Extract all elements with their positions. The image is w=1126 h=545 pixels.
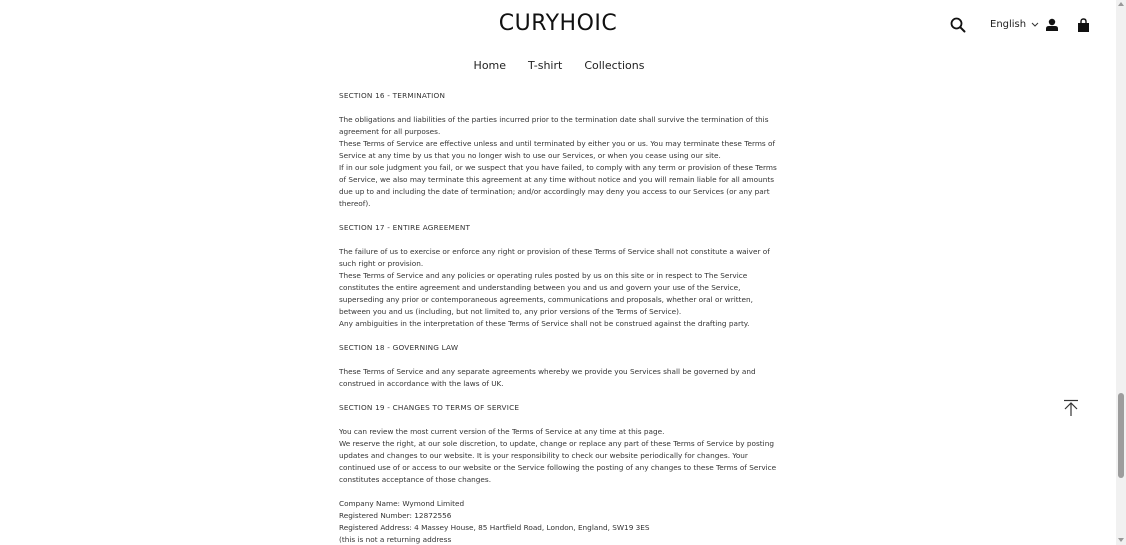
scrollbar-thumb[interactable] [1118,393,1124,478]
paragraph: These Terms of Service are effective unless and until terminated by either you or us. You may terminate these Terms of Service at any time by us that you no longer wish to use our Services, or when you cease using our site. [339,139,776,160]
registered-number: Registered Number: 12872556 [339,511,452,520]
language-label: English [990,19,1027,30]
section-18-body [339,366,779,390]
paragraph: The obligations and liabilities of the parties incurred prior to the termination date shall survive the termination of this agreement for all purposes. [339,115,769,136]
paragraph: We reserve the right, at our sole discretion, to update, change or replace any part of these Terms of Service by posting updates and changes to our website. It is your responsibility to check our website periodically for changes. Your continued use of or access to our website or the Service following the posting of any changes to these Terms of Service constitutes acceptance of those changes. [339,439,777,484]
section-17-body [339,246,779,330]
language-selector[interactable] [990,19,1039,30]
scroll-down-arrow-icon[interactable] [1118,538,1124,542]
scroll-up-arrow-icon[interactable] [1118,2,1124,6]
section-16-title: SECTION 16 - TERMINATION [339,91,446,100]
paragraph: You can review the most current version of the Terms of Service at any time at this page. [339,427,665,436]
user-icon[interactable] [1045,18,1059,32]
back-to-top-icon[interactable] [1063,399,1079,417]
company-name: Company Name: Wymond Limited [339,499,465,508]
company-info [339,498,779,545]
paragraph: These Terms of Service and any separate agreements whereby we provide you Services shall be governed by and construed in accordance with the laws of UK. [339,367,756,388]
nav-t-shirt[interactable]: T-shirt [528,59,563,72]
main-nav [0,59,1116,72]
vertical-scrollbar[interactable] [1116,0,1126,545]
address-note: (this is not a returning address [339,535,452,544]
paragraph: Any ambiguities in the interpretation of these Terms of Service shall not be construed against the drafting party. [339,319,750,328]
chevron-down-icon [1031,22,1039,28]
section-19-title: SECTION 19 - CHANGES TO TERMS OF SERVICE [339,403,520,412]
site-logo[interactable]: CURYHOIC [498,11,618,36]
section-17-title: SECTION 17 - ENTIRE AGREEMENT [339,223,471,232]
site-header [0,0,1116,85]
paragraph: These Terms of Service and any policies or operating rules posted by us on this site or in respect to The Service constitutes the entire agreement and understanding between you and us and govern your use of the Service, superseding any prior or contemporaneous agreements, communications and proposals, whether oral or written, between you and us (including, but not limited to, any prior versions of the Terms of Service). [339,271,753,316]
terms-content [339,90,779,545]
nav-home[interactable]: Home [473,59,507,72]
search-icon[interactable] [950,17,966,33]
section-19-body [339,426,779,486]
registered-address: Registered Address: 4 Massey House, 85 Hartfield Road, London, England, SW19 3ES [339,523,650,532]
paragraph: If in our sole judgment you fail, or we suspect that you have failed, to comply with any term or provision of these Terms of Service, we also may terminate this agreement at any time without notice and you will remain liable for all amounts due up to and including the date of termination; and/or accordingly may deny you access to our Services (or any part thereof). [339,163,777,208]
shopping-bag-icon[interactable] [1077,18,1090,32]
section-16-body [339,114,779,210]
section-18-title: SECTION 18 - GOVERNING LAW [339,343,459,352]
nav-collections[interactable]: Collections [584,59,645,72]
paragraph: The failure of us to exercise or enforce any right or provision of these Terms of Service shall not constitute a waiver of such right or provision. [339,247,770,268]
